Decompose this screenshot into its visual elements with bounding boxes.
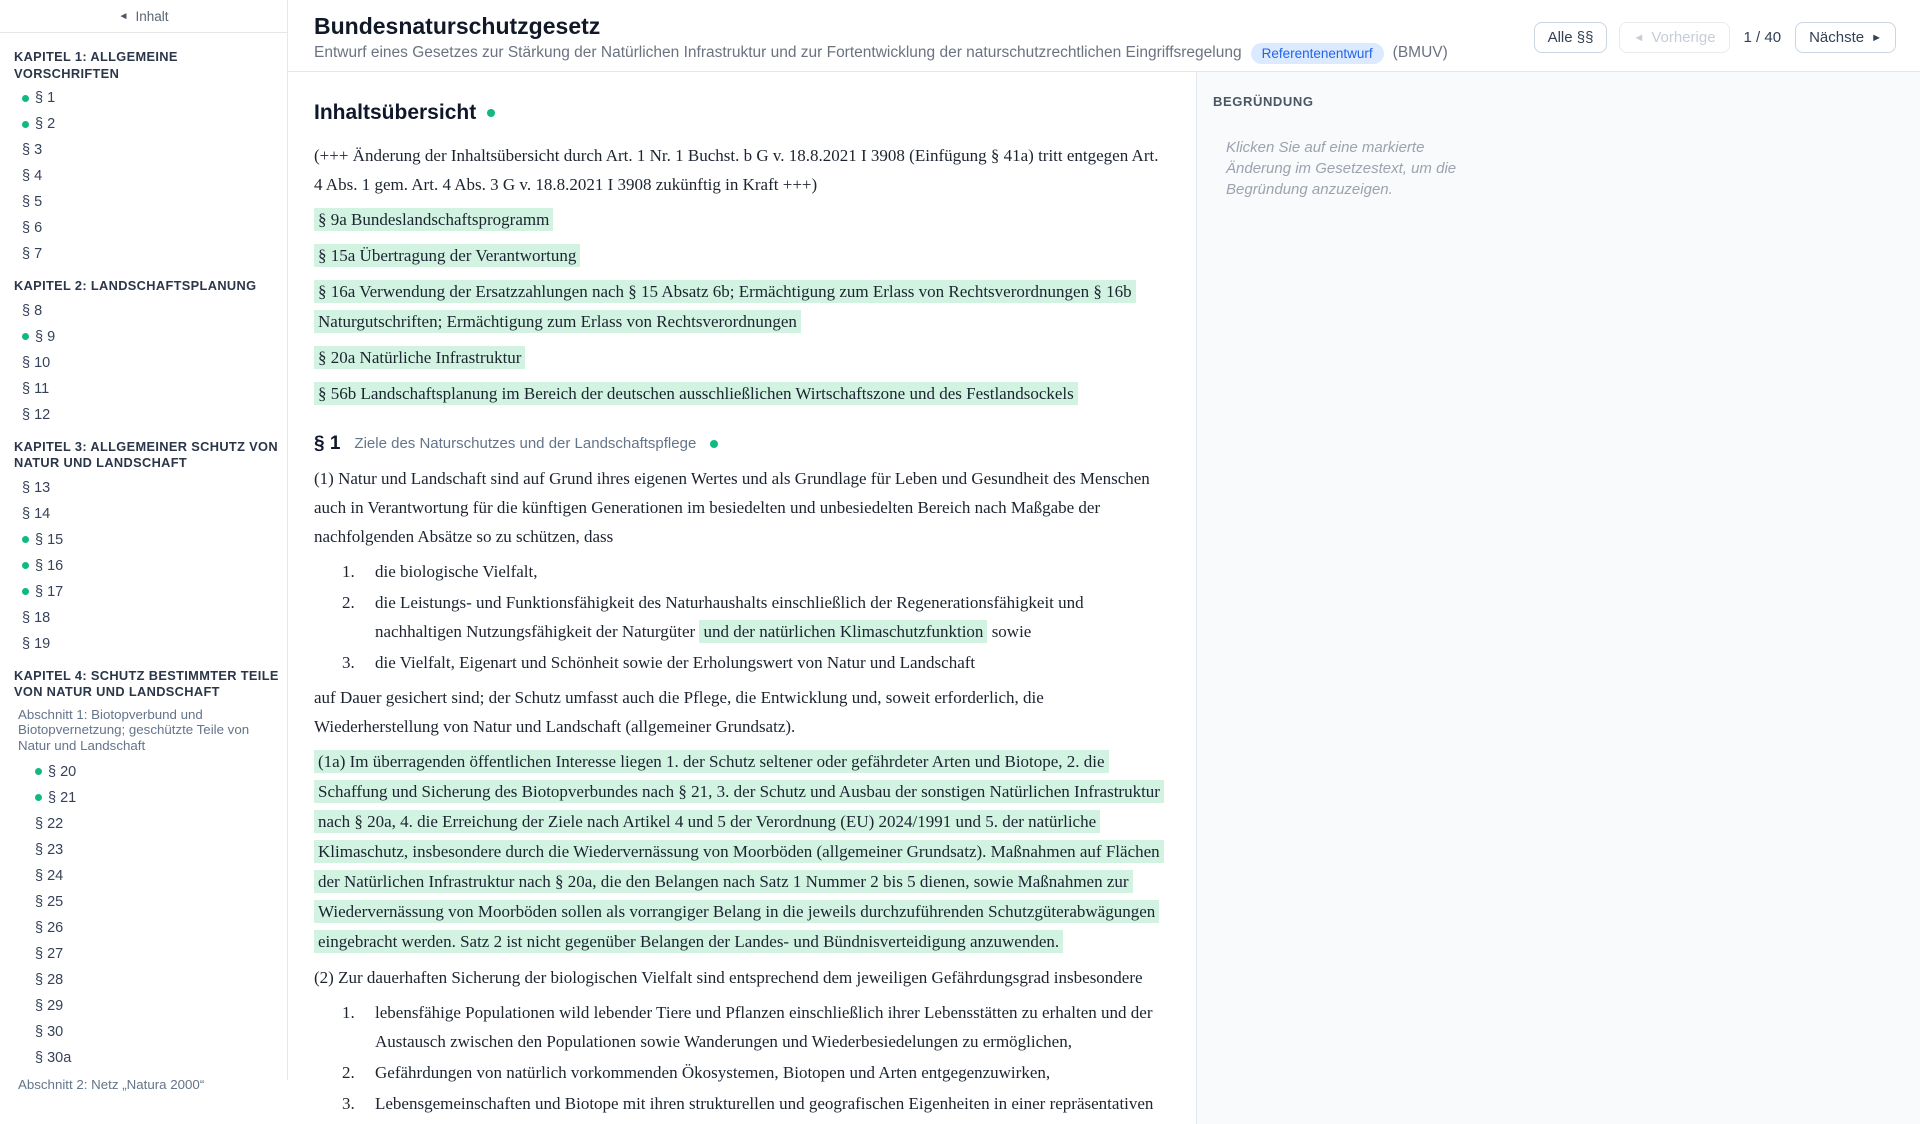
sidebar-group-heading: KAPITEL 1: ALLGEMEINE VORSCHRIFTEN <box>14 49 178 81</box>
subtitle-row <box>314 43 1448 64</box>
page-position: 1 / 40 <box>1743 29 1782 46</box>
change-dot <box>22 536 29 543</box>
sidebar-item-7[interactable] <box>14 241 279 267</box>
sidebar-item-24[interactable] <box>14 863 279 889</box>
sidebar-item-22[interactable] <box>14 811 279 837</box>
chevron-left-icon: ◄ <box>118 10 129 22</box>
highlighted-change[interactable]: § 20a Natürliche Infrastruktur <box>314 346 525 369</box>
sidebar-item-5[interactable] <box>14 189 279 215</box>
law-list-item: Gefährdungen von natürlich vorkommenden Ökosystemen, Biotopen und Arten entgegenzuwirken, <box>375 1063 1051 1082</box>
page-title: Bundesnaturschutzgesetz <box>314 12 601 39</box>
law-paragraph: (2) Zur dauerhaften Sicherung der biologischen Vielfalt sind entsprechend dem jeweiligen Gefährdungsgrad insbesondere <box>314 968 1143 987</box>
highlighted-change[interactable]: (1a) Im überragenden öffentlichen Interesse liegen 1. der Schutz seltener oder gefährdeter Arten und Biotope, 2. die Schaffung und Sicherung des Biotopverbundes nach § 21, 3. der Schutz und Ausbau der sonstigen Natürlichen Infrastruktur nach § 20a, 4. die Erreichung der Ziele nach Artikel 4 und 5 der Verordnung (EU) 2024/1991 und 5. der natürliche Klimaschutz, insbesondere durch die Wiedervernässung von Moorböden (allgemeiner Grundsatz). Maßnahmen auf Flächen der Natürlichen Infrastruktur nach § 20a, die den Belangen nach Satz 1 Nummer 2 bis 5 dienen, sowie Maßnahmen zur Wiedervernässung von Moorböden sollen als vorrangiger Belang in die jeweils durchzuführenden Schutzgüterabwägungen eingebracht werden. Satz 2 ist nicht gegenüber Belangen der Landes- und Bündnisverteidigung anzuwenden. <box>314 750 1164 953</box>
sidebar-group-heading: KAPITEL 2: LANDSCHAFTSPLANUNG <box>14 278 257 293</box>
section-title: Ziele des Naturschutzes und der Landschaftspflege <box>354 435 697 452</box>
paragraph-label: § 26 <box>35 919 64 936</box>
law-list <box>314 557 1169 677</box>
sidebar <box>0 0 288 1092</box>
next-button[interactable] <box>1795 22 1896 53</box>
document-body <box>288 72 1196 1124</box>
law-paragraph: (1) Natur und Landschaft sind auf Grund ihres eigenen Wertes und als Grundlage für Leben und Gesundheit des Menschen auch in Verantwortung für die künftigen Generationen im besiedelten und unbesiedelten Bereich nach Maßgabe der nachfolgenden Absätze so zu schützen, dass <box>314 469 1150 546</box>
sidebar-item-27[interactable] <box>14 941 279 967</box>
paragraph-label: § 23 <box>35 841 64 858</box>
highlighted-change[interactable]: § 15a Übertragung der Verantwortung <box>314 244 580 267</box>
paragraph-label: § 4 <box>22 168 43 184</box>
next-label: Nächste <box>1809 29 1865 46</box>
begruendung-heading: BEGRÜNDUNG <box>1213 94 1314 109</box>
sidebar-item-14[interactable] <box>14 501 279 527</box>
change-dot <box>22 562 29 569</box>
sidebar-item-11[interactable] <box>14 376 279 402</box>
section-heading <box>314 429 1169 458</box>
toc-heading-text: Inhaltsübersicht <box>314 101 477 124</box>
toc-entry-line <box>314 241 1169 271</box>
law-list-item: lebensfähige Populationen wild lebender Tiere und Pflanzen einschließlich ihrer Lebensstätten zu erhalten und der Austausch zwischen den Populationen sowie Wanderungen und Wiederbesiedelungen zu ermöglichen, <box>375 1003 1153 1051</box>
paragraph-label: § 28 <box>35 971 64 988</box>
previous-label: Vorherige <box>1651 29 1716 46</box>
change-dot <box>22 588 29 595</box>
sidebar-item-16[interactable] <box>14 553 279 579</box>
header-bar <box>288 0 1920 72</box>
paragraph-label: § 29 <box>35 997 64 1014</box>
sidebar-group-heading: KAPITEL 3: ALLGEMEINER SCHUTZ VON NATUR UND LANDSCHAFT <box>14 438 278 470</box>
change-dot <box>710 440 718 448</box>
sidebar-item-18[interactable] <box>14 605 279 631</box>
sidebar-item-23[interactable] <box>14 837 279 863</box>
content-row <box>288 72 1920 1124</box>
sidebar-item-1[interactable] <box>14 85 279 111</box>
sidebar-item-28[interactable] <box>14 967 279 993</box>
paragraph-label: § 2 <box>35 116 56 132</box>
begruendung-placeholder: Klicken Sie auf eine markierte Änderung im Gesetzestext, um die Begründung anzuzeigen. <box>1226 139 1457 198</box>
toc-heading <box>314 98 1169 127</box>
change-dot <box>35 768 42 775</box>
paragraph-label: § 16 <box>35 557 64 574</box>
change-dot <box>487 109 495 117</box>
highlighted-change[interactable]: § 9a Bundeslandschaftsprogramm <box>314 208 553 231</box>
sidebar-item-15[interactable] <box>14 527 279 553</box>
sidebar-item-26[interactable] <box>14 915 279 941</box>
sidebar-item-13[interactable] <box>14 475 279 501</box>
law-list-item: die Vielfalt, Eigenart und Schönheit sowie der Erholungswert von Natur und Landschaft <box>375 653 976 672</box>
sidebar-item-8[interactable] <box>14 298 279 324</box>
law-list <box>314 998 1169 1118</box>
sidebar-item-10[interactable] <box>14 350 279 376</box>
sidebar-item-3[interactable] <box>14 137 279 163</box>
previous-button[interactable] <box>1619 22 1729 53</box>
law-list-item: die Leistungs- und Funktionsfähigkeit des Naturhaushalts einschließlich der Regenerationsfähigkeit und nachhaltigen Nutzungsfähigkeit der Naturgüter und der natürlichen Klimaschutzfunktion sowie <box>375 593 1084 641</box>
all-paragraphs-label: Alle §§ <box>1547 29 1594 46</box>
all-paragraphs-button[interactable] <box>1534 22 1608 53</box>
paragraph-label: § 25 <box>35 893 64 910</box>
toc-entry-line <box>314 205 1169 235</box>
paragraph-label: § 18 <box>22 609 51 626</box>
law-paragraph-amended <box>314 747 1169 957</box>
toc-entry-line <box>314 379 1169 409</box>
paragraph-label: § 14 <box>22 505 51 522</box>
paragraph-label: § 17 <box>35 583 64 600</box>
title-block <box>314 12 1448 64</box>
paragraph-label: § 22 <box>35 815 64 832</box>
right-side <box>288 0 1920 1113</box>
change-dot <box>22 121 29 128</box>
paragraph-label: § 21 <box>48 789 77 806</box>
highlighted-change[interactable]: und der natürlichen Klimaschutzfunktion <box>699 620 987 643</box>
law-subtitle: Entwurf eines Gesetzes zur Stärkung der Natürlichen Infrastruktur und zur Fortentwicklung der naturschutzrechtlichen Eingriffsregelung <box>314 44 1242 61</box>
paragraph-label: § 19 <box>22 635 51 652</box>
paragraph-label: § 30 <box>35 1023 64 1040</box>
status-badge: Referentenentwurf <box>1251 43 1384 64</box>
paragraph-label: § 13 <box>22 479 51 496</box>
sidebar-item-12[interactable] <box>14 402 279 428</box>
toc-entry-line <box>314 277 1169 337</box>
begruendung-panel <box>1196 72 1920 1124</box>
sidebar-item-9[interactable] <box>14 324 279 350</box>
paragraph-label: § 30a <box>35 1049 72 1066</box>
chevron-left-icon: ◄ <box>1633 31 1645 44</box>
sidebar-group-heading: KAPITEL 4: SCHUTZ BESTIMMTER TEILE VON NATUR UND LANDSCHAFT <box>14 667 279 699</box>
sidebar-item-30a[interactable] <box>14 1045 279 1071</box>
back-to-contents-label: Inhalt <box>135 8 169 24</box>
highlighted-change[interactable]: § 16a Verwendung der Ersatzzahlungen nach § 15 Absatz 6b; Ermächtigung zum Erlass von Rechtsverordnungen § 16b Naturgutschriften; Ermächtigung zum Erlass von Rechtsverordnungen <box>314 280 1136 333</box>
sidebar-item-29[interactable] <box>14 993 279 1019</box>
highlighted-change[interactable]: § 56b Landschaftsplanung im Bereich der deutschen ausschließlichen Wirtschaftszone und des Festlandsockels <box>314 382 1078 405</box>
paragraph-label: § 10 <box>22 354 51 371</box>
paragraph-label: § 27 <box>35 945 64 962</box>
paragraph-label: § 9 <box>35 328 56 345</box>
sidebar-nav <box>0 33 287 1098</box>
change-dot <box>35 794 42 801</box>
paragraph-label: § 5 <box>22 194 43 210</box>
paragraph-label: § 12 <box>22 406 51 423</box>
sidebar-item-6[interactable] <box>14 215 279 241</box>
law-paragraph: auf Dauer gesichert sind; der Schutz umfasst auch die Pflege, die Entwicklung und, soweit erforderlich, die Wiederherstellung von Natur und Landschaft (allgemeiner Grundsatz). <box>314 688 1044 736</box>
change-dot <box>22 95 29 102</box>
law-list-item: Lebensgemeinschaften und Biotope mit ihren strukturellen und geografischen Eigenheiten in einer repräsentativen <box>375 1094 1154 1113</box>
law-paragraph: (+++ Änderung der Inhaltsübersicht durch Art. 1 Nr. 1 Buchst. b G v. 18.8.2021 I 3908 (Einfügung § 41a) tritt entgegen Art. 4 Abs. 1 gem. Art. 4 Abs. 3 G v. 18.8.2021 I 3908 zukünftig in Kraft +++) <box>314 146 1159 194</box>
paragraph-label: § 8 <box>22 302 43 319</box>
sidebar-item-2[interactable] <box>14 111 279 137</box>
sidebar-item-17[interactable] <box>14 579 279 605</box>
law-list-item: die biologische Vielfalt, <box>375 562 538 581</box>
paragraph-label: § 24 <box>35 867 64 884</box>
paragraph-label: § 7 <box>22 246 43 262</box>
sidebar-item-25[interactable] <box>14 889 279 915</box>
ministry-label: (BMUV) <box>1392 44 1448 61</box>
section-number: § 1 <box>314 433 341 454</box>
sidebar-section-label: Abschnitt 2: Netz „Natura 2000“ <box>18 1076 205 1092</box>
back-to-contents-button[interactable] <box>0 0 287 33</box>
toc-entry-line <box>314 343 1169 373</box>
sidebar-item-30[interactable] <box>14 1019 279 1045</box>
sidebar-item-4[interactable] <box>14 163 279 189</box>
sidebar-item-21[interactable] <box>14 785 279 811</box>
pager-controls <box>1534 22 1896 53</box>
chevron-right-icon: ► <box>1871 31 1882 44</box>
paragraph-label: § 6 <box>22 220 43 236</box>
sidebar-section-label: Abschnitt 1: Biotopverbund und Biotopvernetzung; geschützte Teile von Natur und Landschaft <box>18 706 250 754</box>
paragraph-label: § 1 <box>35 90 56 106</box>
sidebar-item-19[interactable] <box>14 631 279 657</box>
sidebar-item-20[interactable] <box>14 759 279 785</box>
paragraph-label: § 11 <box>22 380 50 397</box>
paragraph-label: § 15 <box>35 531 64 548</box>
paragraph-label: § 20 <box>48 763 77 780</box>
paragraph-label: § 3 <box>22 142 43 158</box>
change-dot <box>22 333 29 340</box>
